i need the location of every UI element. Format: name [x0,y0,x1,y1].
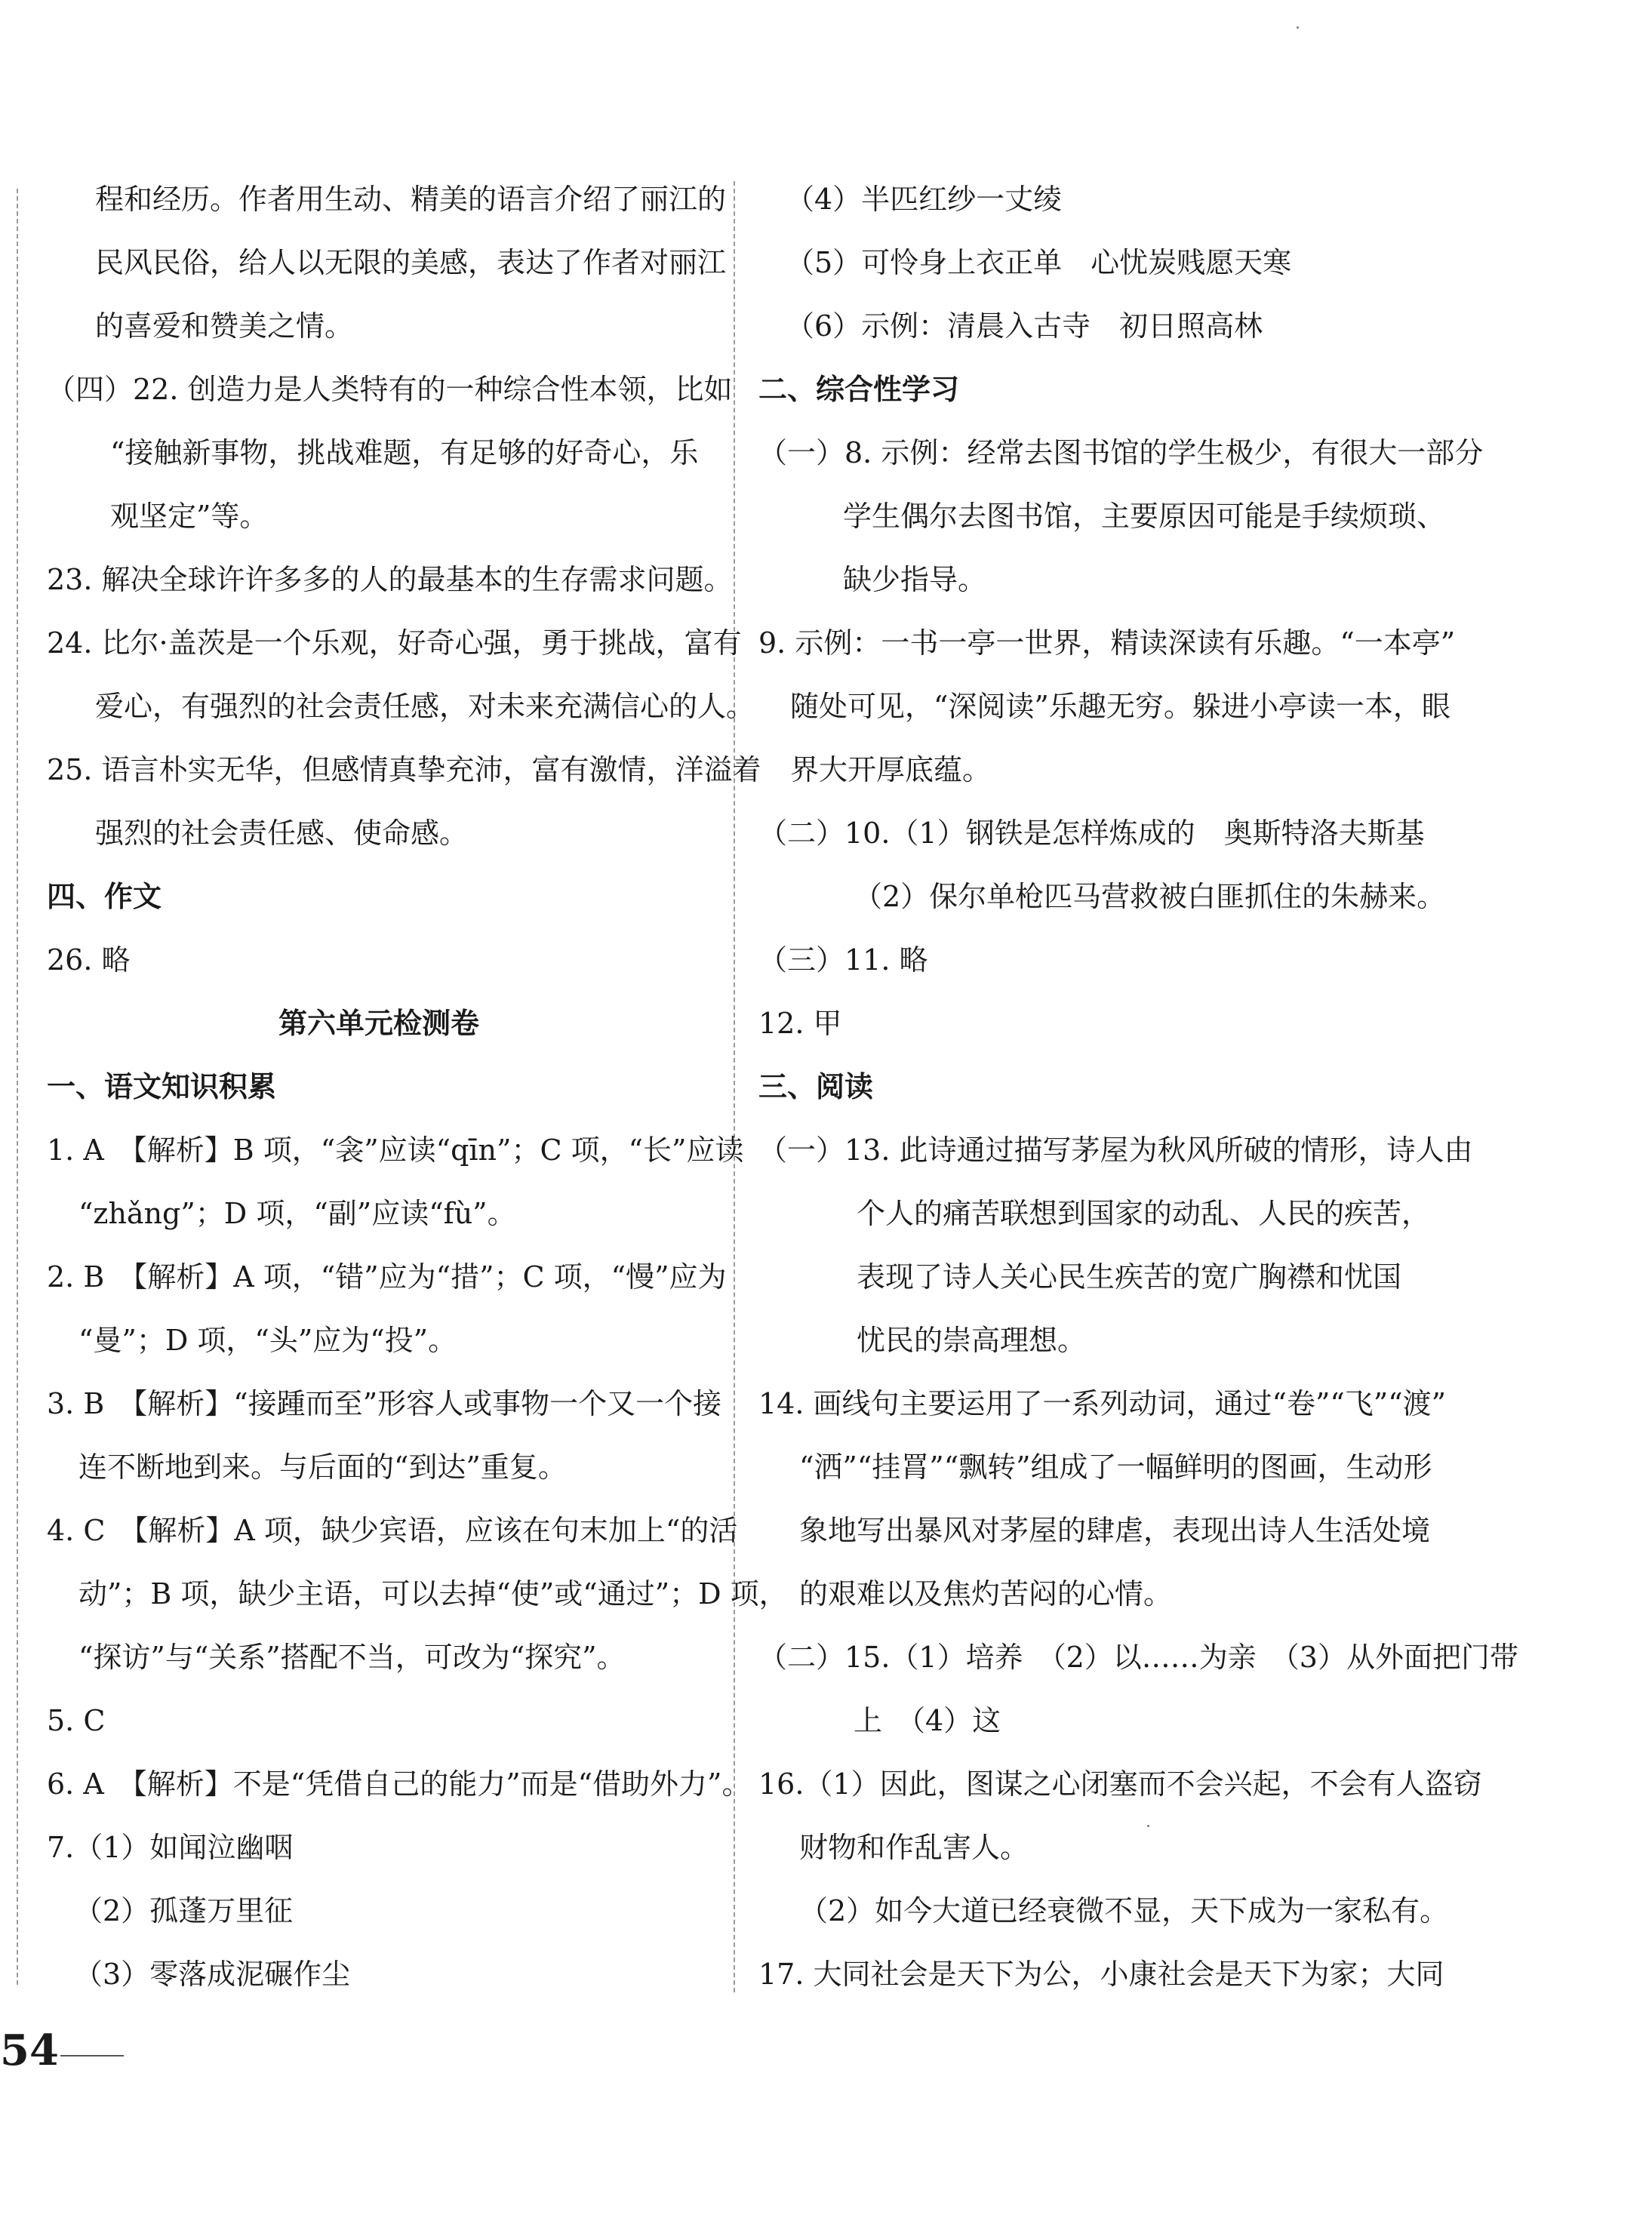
answer-line: （6）示例：清晨入古寺 初日照高林 [786,309,1263,343]
section-heading: 一、语文知识积累 [47,1069,277,1103]
answer-line: 12. 甲 [758,1007,842,1040]
answer-line: “洒”“挂罥”“飘转”组成了一幅鲜明的图画，生动形 [799,1450,1432,1484]
answer-line: 4. C 【解析】A 项，缺少宾语，应该在句末加上“的活 [47,1514,738,1547]
answer-line: 24. 比尔·盖茨是一个乐观，好奇心强，勇于挑战，富有 [47,626,742,660]
answer-line: 表现了诗人关心民生疾苦的宽广胸襟和忧国 [857,1260,1402,1294]
answer-line: “探访”与“关系”搭配不当，可改为“探究”。 [78,1641,626,1674]
answer-line: 观坚定”等。 [110,500,269,533]
answer-line: （三）11. 略 [758,943,928,977]
answer-line: 缺少指导。 [843,563,987,596]
answer-line: 界大开厚底蕴。 [790,753,992,786]
section-heading: 二、综合性学习 [758,372,960,406]
answer-line: （3）零落成泥碾作尘 [74,1958,351,1991]
section-heading: 第六单元检测卷 [278,1006,479,1040]
answer-line: 动”；B 项，缺少主语，可以去掉“使”或“通过”；D 项， [78,1577,788,1610]
answer-line: 民风民俗，给人以无限的美感，表达了作者对丽江 [95,246,727,279]
answer-line: 程和经历。作者用生动、精美的语言介绍了丽江的 [95,183,727,216]
answer-line: 23. 解决全球许许多多的人的最基本的生存需求问题。 [47,563,733,596]
scan-speck [1147,1825,1149,1827]
answer-line: （一）8. 示例：经常去图书馆的学生极少，有很大一部分 [758,436,1484,469]
answer-line: 财物和作乱害人。 [799,1831,1029,1864]
answer-line: 16.（1）因此，图谋之心闭塞而不会兴起，不会有人盗窃 [758,1767,1482,1801]
answer-line: （二）10.（1）钢铁是怎样炼成的 奥斯特洛夫斯基 [758,817,1425,850]
answer-line: （2）如今大道已经衰微不显，天下成为一家私有。 [799,1894,1449,1927]
answer-line: 6. A 【解析】不是“凭借自己的能力”而是“借助外力”。 [47,1767,751,1801]
answer-line: 个人的痛苦联想到国家的动乱、人民的疾苦， [857,1197,1431,1230]
answer-line: 的喜爱和赞美之情。 [95,309,354,343]
answer-line: “曼”；D 项，“头”应为“投”。 [78,1324,457,1357]
answer-line: “zhǎng”；D 项，“副”应读“fù”。 [78,1197,516,1230]
answer-line: 25. 语言朴实无华，但感情真挚充沛，富有激情，洋溢着 [47,753,761,786]
answer-line: （2）孤蓬万里征 [74,1894,294,1927]
answer-line: 5. C [47,1704,106,1737]
answer-line: 随处可见，“深阅读”乐趣无穷。躲进小亭读一本，眼 [790,690,1450,723]
answer-line: 爱心，有强烈的社会责任感，对未来充满信心的人。 [95,690,755,723]
answer-line: （5）可怜身上衣正单 心忧炭贱愿天寒 [786,246,1292,279]
answer-line: 象地写出暴风对茅屋的肆虐，表现出诗人生活处境 [799,1514,1431,1547]
answer-line: “接触新事物，挑战难题，有足够的好奇心，乐 [110,436,699,469]
answer-line: 9. 示例：一书一亭一世界，精读深读有乐趣。“一本亭” [758,626,1456,660]
answer-line: （四）22. 创造力是人类特有的一种综合性本领，比如 [47,373,733,406]
answer-line: 强烈的社会责任感、使命感。 [95,817,469,850]
section-heading: 四、作文 [47,879,162,913]
answer-line: 1. A 【解析】B 项，“衾”应读“qīn”；C 项，“长”应读 [47,1134,744,1167]
left-margin-dashed-line [17,189,18,1985]
scan-speck [1297,26,1299,29]
answer-line: 连不断地到来。与后面的“到达”重复。 [78,1450,567,1484]
section-heading: 三、阅读 [758,1069,874,1103]
answer-line: （4）半匹红纱一丈绫 [786,183,1063,216]
answer-line: （2）保尔单枪匹马营救被白匪抓住的朱赫来。 [854,880,1446,913]
answer-line: 的艰难以及焦灼苦闷的心情。 [799,1577,1173,1610]
answer-line: 忧民的崇高理想。 [857,1324,1087,1357]
page-number-rule [60,2055,124,2056]
answer-line: 3. B 【解析】“接踵而至”形容人或事物一个又一个接 [47,1387,722,1420]
answer-line: （一）13. 此诗通过描写茅屋为秋风所破的情形，诗人由 [758,1134,1473,1167]
page-number: 54 [0,2026,59,2075]
answer-line: 14. 画线句主要运用了一系列动词，通过“卷”“飞”“渡” [758,1387,1447,1420]
answer-line: 17. 大同社会是天下为公，小康社会是天下为家；大同 [758,1958,1444,1991]
answer-line: 学生偶尔去图书馆，主要原因可能是手续烦琐、 [843,500,1446,533]
answer-line: 上 （4）这 [854,1704,1001,1737]
answer-line: 7.（1）如闻泣幽咽 [47,1831,294,1864]
answer-line: 2. B 【解析】A 项，“错”应为“措”；C 项，“慢”应为 [47,1260,727,1294]
answer-line: 26. 略 [47,943,131,977]
answer-line: （二）15.（1）培养 （2）以……为亲 （3）从外面把门带 [758,1641,1518,1674]
center-divider-dashed-line [734,181,735,1992]
